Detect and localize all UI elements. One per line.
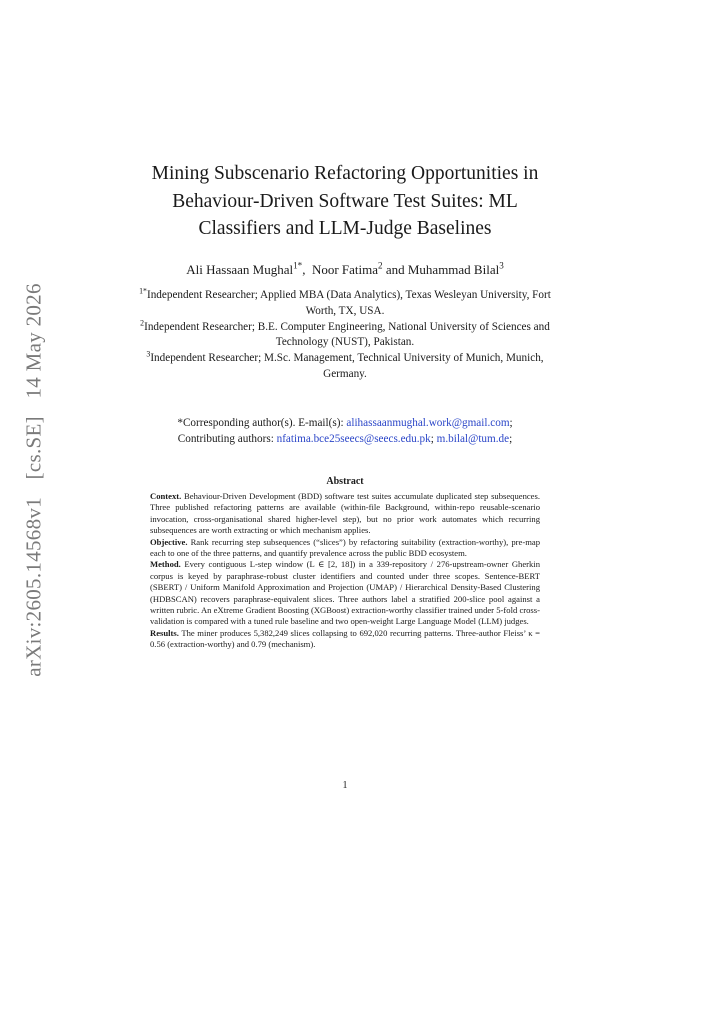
email-link-contributor-2[interactable]: m.bilal@tum.de bbox=[436, 432, 510, 445]
author-list: Ali Hassaan Mughal$^{1*}$, Noor Fatima$^2$ and Muhammad Bilal$^3$ bbox=[186, 260, 504, 277]
affiliation-1: $^{1*}$Independent Researcher; Applied MBA (Data Analytics), Texas Wesleyan University, Fort Worth, TX, USA. bbox=[139, 286, 551, 317]
author-1: Ali Hassaan Mughal$^{1*}$ bbox=[186, 260, 303, 277]
affiliation-3: $^3$Independent Researcher; M.Sc. Management, Technical University of Munich, Munich, Germany. bbox=[146, 349, 544, 380]
email-link-corresponding[interactable]: alihassaanmughal.work@gmail.com bbox=[346, 417, 510, 429]
affiliation-2: $^2$Independent Researcher; B.E. Computer Engineering, National University of Sciences and Technology (NUST), Pakistan. bbox=[140, 317, 550, 349]
author-2: Noor Fatima$^2$ bbox=[311, 260, 383, 277]
paper-title: Mining Subscenario Refactoring Opportunities in Behaviour-Driven Software Test Suites: ML Classifiers and LLM-Judge Baselines bbox=[151, 163, 539, 239]
arxiv-category: [cs.SE] bbox=[21, 416, 46, 480]
corresponding-line: *Corresponding author(s). E-mail(s): alihassaanmughal.work@gmail.com; bbox=[177, 417, 513, 429]
arxiv-date: 14 May 2026 bbox=[21, 283, 46, 399]
affiliation-list bbox=[130, 288, 560, 383]
author-3: Muhammad Bilal$^3$ bbox=[407, 260, 504, 277]
abstract-context: Context. Behaviour-Driven Development (BDD) software test suites accumulate duplicated step subsequences. Three published refactoring patterns are available (within-file Background, within-repo reusable-scenario invocation, cross-organisational shared higher-level step), but no prior work automates which recurring subsequences are worth extracting or which mechanism applies. bbox=[150, 491, 540, 536]
abstract-method: Method. Every contiguous L-step window (L ∈ [2, 18]) in a 339-repository / 276-upstream-owner Gherkin corpus is keyed by paraphrase-robust cluster identifiers and counted under three scopes. Sentence-BERT (SBERT) / Uniform Manifold Approximation and Projection (UMAP) / Hierarchical Density-Based Clustering (HDBSCAN) recovers paraphrase-equivalent slices. Three authors label a stratified 200-slice pool against a written rubric. An eXtreme Gradient Boosting (XGBoost) extraction-worthy classifier trained under 5-fold cross-validation is compared with a tuned rule baseline and two open-weight Large Language Model (LLM) judges. bbox=[150, 559, 540, 627]
arxiv-id: arXiv:2605.14568v1 bbox=[21, 496, 46, 677]
contact-block bbox=[125, 416, 565, 448]
abstract-heading: Abstract bbox=[326, 476, 364, 487]
abstract-results: Results. The miner produces 5,382,249 slices collapsing to 692,020 recurring patterns. Three-author Fleiss’ κ = 0.56 (extraction-worthy) and 0.79 (mechanism). bbox=[150, 627, 540, 650]
page-number: 1 bbox=[342, 780, 348, 791]
email-link-contributor-1[interactable]: nfatima.bce25seecs@seecs.edu.pk bbox=[276, 432, 431, 445]
contributing-line: Contributing authors: nfatima.bce25seecs@seecs.edu.pk; m.bilal@tum.de; bbox=[177, 432, 513, 445]
abstract-objective: Objective. Rank recurring step subsequences (“slices”) by refactoring suitability (extraction-worthy), pre-map each to one of the three patterns, and quantify prevalence across the public BDD ecosystem. bbox=[150, 536, 540, 559]
abstract-body bbox=[150, 491, 540, 651]
arxiv-stamp bbox=[22, 277, 47, 683]
